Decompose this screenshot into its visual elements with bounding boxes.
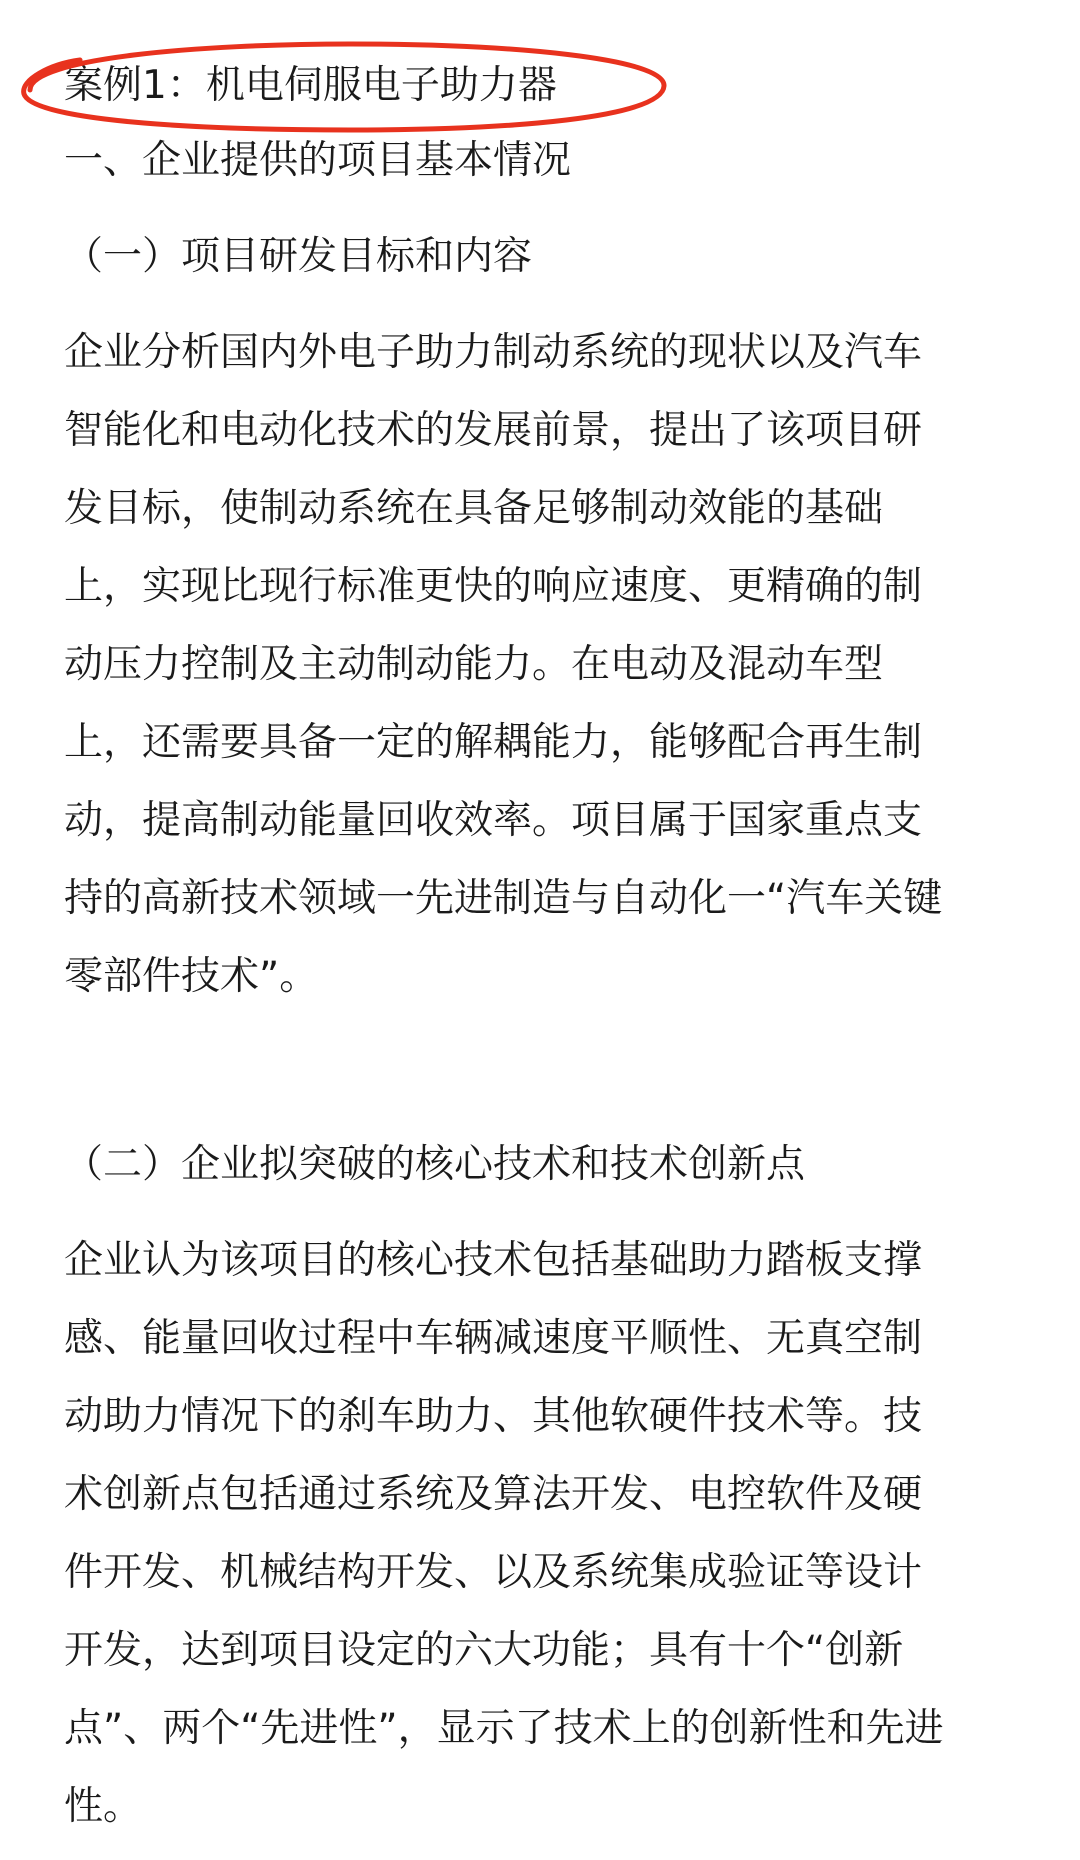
paragraph-line: 术创新点包括通过系统及算法开发、电控软件及硬	[64, 1472, 923, 1517]
paragraph-line: 发目标，使制动系统在具备足够制动效能的基础	[64, 486, 884, 531]
subsection-heading	[64, 218, 1024, 296]
paragraph-goals	[64, 314, 1024, 1016]
paragraph-line: 上，实现比现行标准更快的响应速度、更精确的制	[64, 564, 923, 609]
paragraph-line: 动，提高制动能量回收效率。项目属于国家重点支	[64, 798, 923, 843]
paragraph-line: 企业认为该项目的核心技术包括基础助力踏板支撑	[64, 1238, 923, 1283]
subheading-goals: （一）项目研发目标和内容	[64, 234, 533, 279]
paragraph-line: 开发，达到项目设定的六大功能；具有十个“创新	[64, 1628, 904, 1673]
paragraph-line: 点”、两个“先进性”，显示了技术上的创新性和先进	[64, 1706, 944, 1751]
paragraph-line: 动助力情况下的刹车助力、其他软硬件技术等。技	[64, 1394, 923, 1439]
paragraph-line: 感、能量回收过程中车辆减速度平顺性、无真空制	[64, 1316, 923, 1361]
paragraph-line: 持的高新技术领域一先进制造与自动化一“汽车关键	[64, 876, 943, 921]
paragraph-line: 性。	[64, 1784, 143, 1829]
subsection-heading	[64, 1126, 1024, 1204]
heading-basic-info: 一、企业提供的项目基本情况	[64, 138, 572, 183]
subheading-core-tech: （二）企业拟突破的核心技术和技术创新点	[64, 1142, 806, 1187]
paragraph-line: 件开发、机械结构开发、以及系统集成验证等设计	[64, 1550, 923, 1595]
section-heading	[64, 122, 1024, 200]
paragraph-line: 上，还需要具备一定的解耦能力，能够配合再生制	[64, 720, 923, 765]
paragraph-core-tech	[64, 1222, 1024, 1846]
paragraph-line: 零部件技术”。	[64, 954, 319, 999]
paragraph-line: 动压力控制及主动制动能力。在电动及混动车型	[64, 642, 884, 687]
paragraph-line: 智能化和电动化技术的发展前景，提出了该项目研	[64, 408, 923, 453]
case-title: 案例1：机电伺服电子助力器	[64, 63, 557, 108]
paragraph-line: 企业分析国内外电子助力制动系统的现状以及汽车	[64, 330, 923, 375]
